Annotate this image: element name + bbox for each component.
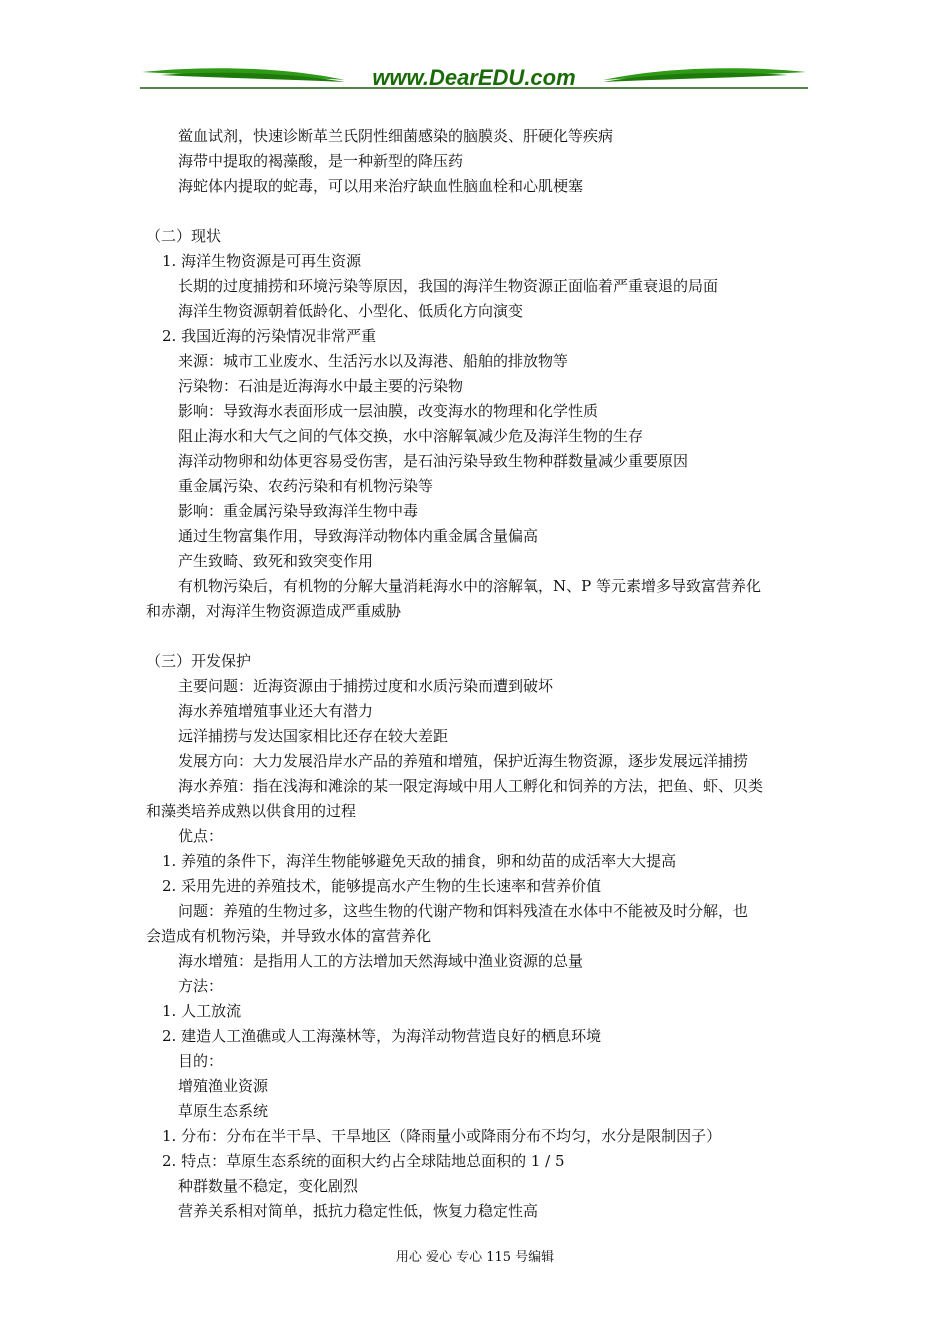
text-line: 2. 建造人工渔礁或人工海藻林等，为海洋动物营造良好的栖息环境 [162, 1027, 602, 1045]
text-line: 优点： [178, 827, 224, 845]
text-line: 会造成有机物污染，并导致水体的富营养化 [146, 927, 432, 945]
text-line: 海洋动物卵和幼体更容易受伤害，是石油污染导致生物种群数量减少重要原因 [178, 452, 689, 470]
text-line: 鲎血试剂，快速诊断革兰氏阴性细菌感染的脑膜炎、肝硬化等疾病 [178, 127, 614, 145]
text-line: 方法： [178, 977, 224, 995]
text-line: 重金属污染、农药污染和有机物污染等 [178, 477, 434, 495]
text-line: 2. 特点：草原生态系统的面积大约占全球陆地总面积的 1 / 5 [162, 1152, 565, 1170]
text-line: 2. 采用先进的养殖技术，能够提高水产生物的生长速率和营养价值 [162, 877, 602, 895]
text-line: 污染物：石油是近海海水中最主要的污染物 [178, 377, 464, 395]
text-line: 通过生物富集作用，导致海洋动物体内重金属含量偏高 [178, 527, 539, 545]
text-line: 增殖渔业资源 [178, 1077, 269, 1095]
text-line: 和赤潮，对海洋生物资源造成严重威胁 [146, 602, 402, 620]
text-line: 问题：养殖的生物过多，这些生物的代谢产物和饵料残渣在水体中不能被及时分解，也 [178, 902, 749, 920]
text-line: 海带中提取的褐藻酸，是一种新型的降压药 [178, 152, 464, 170]
text-line: 1. 海洋生物资源是可再生资源 [162, 252, 362, 270]
text-line: 发展方向：大力发展沿岸水产品的养殖和增殖，保护近海生物资源，逐步发展远洋捕捞 [178, 752, 749, 770]
blank-line [146, 624, 810, 649]
text-line: 和藻类培养成熟以供食用的过程 [146, 802, 357, 820]
text-line: 影响：导致海水表面形成一层油膜，改变海水的物理和化学性质 [178, 402, 599, 420]
logo-text: www.DearEDU.com [372, 65, 576, 90]
blank-line [146, 199, 810, 224]
text-line: 长期的过度捕捞和环境污染等原因，我国的海洋生物资源正面临着严重衰退的局面 [178, 277, 719, 295]
site-header [140, 58, 808, 98]
text-line: 1. 分布：分布在半干旱、干旱地区（降雨量小或降雨分布不均匀，水分是限制因子） [162, 1127, 722, 1145]
text-line: 目的： [178, 1052, 224, 1070]
text-line: 阻止海水和大气之间的气体交换，水中溶解氧减少危及海洋生物的生存 [178, 427, 644, 445]
text-line: 2. 我国近海的污染情况非常严重 [162, 327, 377, 345]
text-line: 海水养殖：指在浅海和滩涂的某一限定海域中用人工孵化和饲养的方法，把鱼、虾、贝类 [178, 777, 764, 795]
text-line: 海洋生物资源朝着低龄化、小型化、低质化方向演变 [178, 302, 524, 320]
text-line: 产生致畸、致死和致突变作用 [178, 552, 374, 570]
page-footer: 用心 爱心 专心 115 号编辑 [395, 1250, 555, 1265]
text-line: 有机物污染后，有机物的分解大量消耗海水中的溶解氧，N、P 等元素增多导致富营养化 [178, 577, 761, 595]
text-line: 影响：重金属污染导致海洋生物中毒 [178, 502, 419, 520]
text-line: 营养关系相对简单，抵抗力稳定性低，恢复力稳定性高 [178, 1202, 539, 1220]
text-line: 主要问题：近海资源由于捕捞过度和水质污染而遭到破坏 [178, 677, 554, 695]
text-line: 海水养殖增殖事业还大有潜力 [178, 702, 374, 720]
text-line: 远洋捕捞与发达国家相比还存在较大差距 [178, 727, 449, 745]
site-logo-banner [140, 58, 808, 98]
text-line: （三）开发保护 [146, 652, 252, 670]
text-line: 种群数量不稳定，变化剧烈 [178, 1177, 359, 1195]
text-line: 海水增殖：是指用人工的方法增加天然海域中渔业资源的总量 [178, 952, 584, 970]
text-line: （二）现状 [146, 227, 222, 245]
text-line: 草原生态系统 [178, 1102, 269, 1120]
text-line: 来源：城市工业废水、生活污水以及海港、船舶的排放物等 [178, 352, 569, 370]
text-line: 1. 人工放流 [162, 1002, 242, 1020]
text-line: 1. 养殖的条件下，海洋生物能够避免天敌的捕食，卵和幼苗的成活率大大提高 [162, 852, 677, 870]
document-body [146, 124, 810, 1224]
text-line: 海蛇体内提取的蛇毒，可以用来治疗缺血性脑血栓和心肌梗塞 [178, 177, 584, 195]
